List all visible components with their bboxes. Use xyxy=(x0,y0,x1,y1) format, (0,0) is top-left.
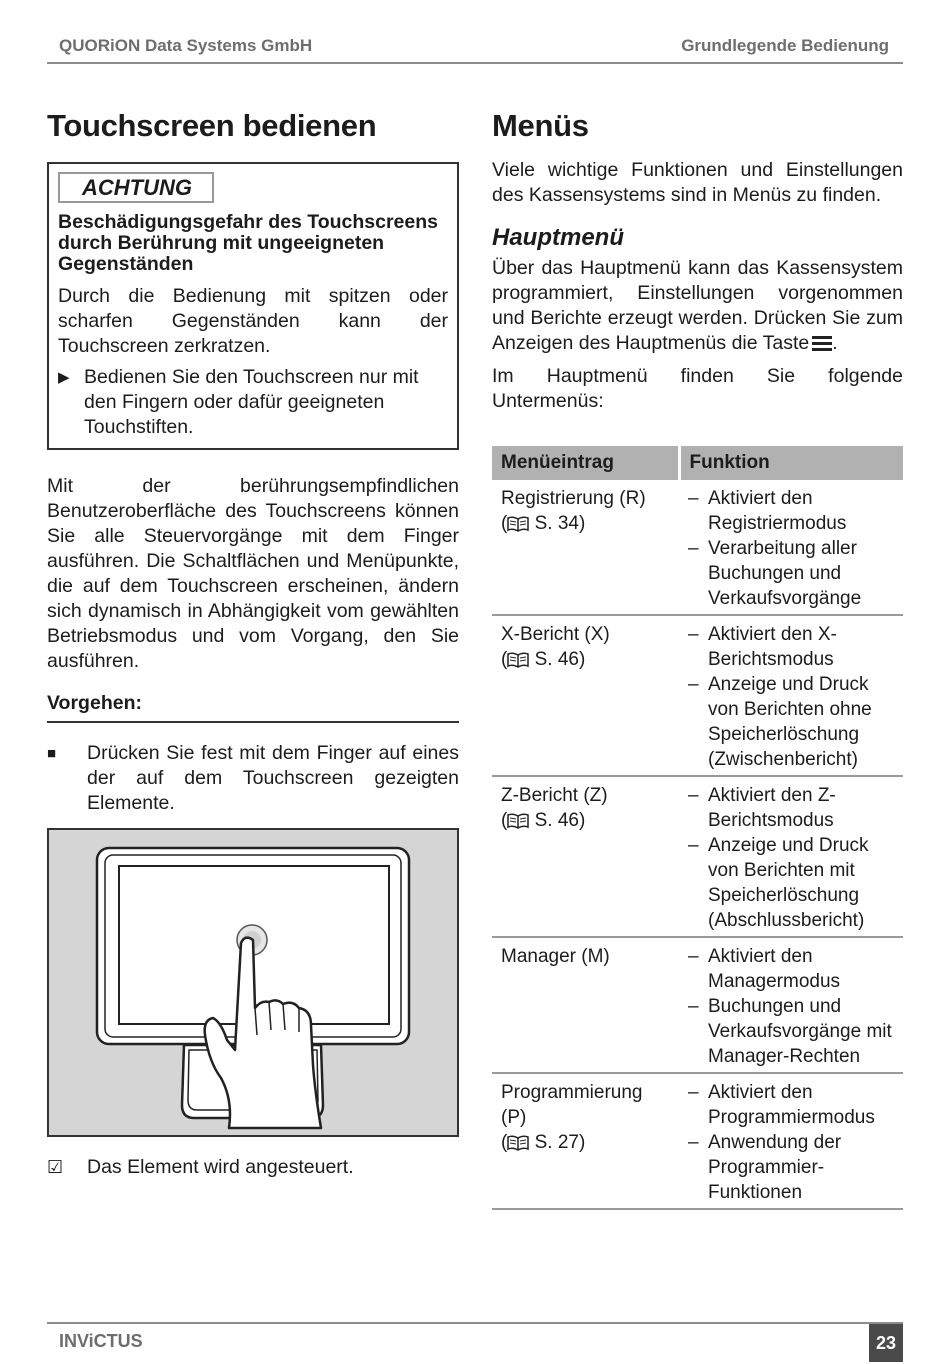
touchscreen-title: Touchscreen bedienen xyxy=(47,108,377,143)
main-menu-subtitle: Hauptmenü xyxy=(492,224,624,251)
square-bullet-icon: ■ xyxy=(47,745,57,762)
hand-on-touchscreen-icon xyxy=(49,830,457,1135)
checkbox-checked-icon: ☑ xyxy=(47,1157,64,1177)
dash-bullet: – xyxy=(688,1132,699,1153)
menus-intro: Viele wichtige Funktionen und Einstellungen des Kassensystems sind in Menüs zu finden. xyxy=(492,159,903,206)
main-menu-text-2: Im Hauptmenü finden Sie folgende Untermenüs: xyxy=(492,365,903,412)
function-text: Anwendung der Programmier-Funktionen xyxy=(708,1132,842,1203)
dash-bullet: – xyxy=(688,624,699,645)
main-menu-text-1 xyxy=(492,256,903,358)
submenu-table xyxy=(492,446,903,1210)
page-reference-text: S. 34 xyxy=(534,513,579,534)
table-row xyxy=(492,776,903,937)
function-item xyxy=(688,1080,895,1130)
menu-entry-name: X-Bericht (X) xyxy=(501,624,610,645)
page-reference-text: S. 27 xyxy=(534,1132,579,1153)
warning-title: Beschädigungsgefahr des Touchscreens durch Berührung mit ungeeigneten Gegenständen xyxy=(58,211,438,275)
menu-entry-cell xyxy=(492,937,679,1073)
product-name: INViCTUS xyxy=(59,1331,143,1351)
touchscreen-illustration xyxy=(47,828,459,1137)
menus-title: Menüs xyxy=(492,108,589,143)
book-icon xyxy=(507,1133,529,1158)
menu-function-cell xyxy=(679,480,903,615)
menu-function-cell xyxy=(679,615,903,776)
function-item xyxy=(688,833,895,933)
company-name: QUORiON Data Systems GmbH xyxy=(59,36,313,55)
left-column xyxy=(47,100,459,1180)
menu-entry-name: Registrierung (R) xyxy=(501,488,646,509)
procedure-heading: Vorgehen: xyxy=(47,692,459,723)
function-item xyxy=(688,994,895,1069)
dash-bullet: – xyxy=(688,785,699,806)
dash-bullet: – xyxy=(688,538,699,559)
table-row xyxy=(492,937,903,1073)
menu-entry-name: Z-Bericht (Z) xyxy=(501,785,608,806)
menu-entry-cell xyxy=(492,615,679,776)
function-item xyxy=(688,672,895,772)
page-reference-text: S. 46 xyxy=(534,649,579,670)
dash-bullet: – xyxy=(688,1082,699,1103)
book-icon xyxy=(507,650,529,675)
book-icon xyxy=(507,514,529,539)
page-number: 23 xyxy=(869,1324,903,1362)
table-header-row xyxy=(492,446,903,480)
function-text: Anzeige und Druck von Berichten ohne Speicherlöschung (Zwischenbericht) xyxy=(708,674,872,770)
function-text: Aktiviert den Managermodus xyxy=(708,946,841,992)
page-footer xyxy=(47,1322,903,1362)
main-menu-text-1-body: Über das Hauptmenü kann das Kassensystem programmiert, Einstellungen vorgenommen und Berichte erzeugt werden. Drücken Sie zum Anzeigen des Hauptmenüs die Taste xyxy=(492,257,903,354)
page-reference: ( S. 46) xyxy=(501,647,671,675)
function-text: Verarbeitung aller Buchungen und Verkaufsvorgänge xyxy=(708,538,862,609)
dash-bullet: – xyxy=(688,946,699,967)
warning-step xyxy=(58,365,448,440)
function-text: Aktiviert den Z-Berichtsmodus xyxy=(708,785,836,831)
book-icon xyxy=(507,811,529,836)
warning-body: Durch die Bedienung mit spitzen oder scharfen Gegenständen kann der Touchscreen zerkratzen. xyxy=(58,285,448,357)
menu-function-cell xyxy=(679,1073,903,1209)
dash-bullet: – xyxy=(688,996,699,1017)
procedure-result xyxy=(47,1155,459,1180)
menu-entry-name: Programmierung (P) xyxy=(501,1082,643,1128)
table-row xyxy=(492,1073,903,1209)
menu-entry-cell xyxy=(492,776,679,937)
function-item xyxy=(688,486,895,536)
main-menu-text-1-end: . xyxy=(832,332,838,354)
menu-key-icon xyxy=(812,333,832,358)
warning-tag: ACHTUNG xyxy=(58,172,214,203)
table-header-entry: Menüeintrag xyxy=(492,446,679,480)
procedure-step xyxy=(47,741,459,816)
table-row xyxy=(492,480,903,615)
menu-function-cell xyxy=(679,776,903,937)
function-text: Aktiviert den Programmiermodus xyxy=(708,1082,875,1128)
page-reference-text: S. 46 xyxy=(534,810,579,831)
right-column xyxy=(492,100,903,1210)
page-header xyxy=(47,34,903,64)
function-item xyxy=(688,783,895,833)
function-text: Aktiviert den Registriermodus xyxy=(708,488,847,534)
warning-step-text: Bedienen Sie den Touchscreen nur mit den Fingern oder dafür geeigneten Touchstiften. xyxy=(84,366,419,438)
function-text: Buchungen und Verkaufsvorgänge mit Manager-Rechten xyxy=(708,996,892,1067)
section-name: Grundlegende Bedienung xyxy=(681,36,889,55)
function-item xyxy=(688,1130,895,1205)
dash-bullet: – xyxy=(688,674,699,695)
menu-entry-name: Manager (M) xyxy=(501,946,610,967)
page-reference: ( S. 46) xyxy=(501,808,671,836)
function-text: Anzeige und Druck von Berichten mit Speicherlöschung (Abschlussbericht) xyxy=(708,835,869,931)
function-item xyxy=(688,536,895,611)
touchscreen-intro: Mit der berührungsempfindlichen Benutzeroberfläche des Touchscreens können Sie alle Steuervorgänge mit dem Finger ausführen. Die Schaltflächen und Menüpunkte, die auf dem Touchscreen erscheinen, ändern sich dynamisch in Abhängigkeit vom gewählten Betriebsmodus und vom Vorgang, den Sie ausführen. xyxy=(47,475,459,672)
menu-function-cell xyxy=(679,937,903,1073)
dash-bullet: – xyxy=(688,835,699,856)
page-reference: ( S. 34) xyxy=(501,511,671,539)
table-header-function: Funktion xyxy=(679,446,903,480)
function-item xyxy=(688,622,895,672)
procedure-step-text: Drücken Sie fest mit dem Finger auf eines der auf dem Touchscreen gezeigten Elemente. xyxy=(87,742,459,814)
page-reference: ( S. 27) xyxy=(501,1130,671,1158)
table-row xyxy=(492,615,903,776)
arrow-right-icon: ▶ xyxy=(58,369,70,386)
warning-box xyxy=(47,162,459,450)
procedure-result-text: Das Element wird angesteuert. xyxy=(87,1156,354,1178)
menu-entry-cell xyxy=(492,1073,679,1209)
function-item xyxy=(688,944,895,994)
dash-bullet: – xyxy=(688,488,699,509)
menu-entry-cell xyxy=(492,480,679,615)
function-text: Aktiviert den X-Berichtsmodus xyxy=(708,624,837,670)
